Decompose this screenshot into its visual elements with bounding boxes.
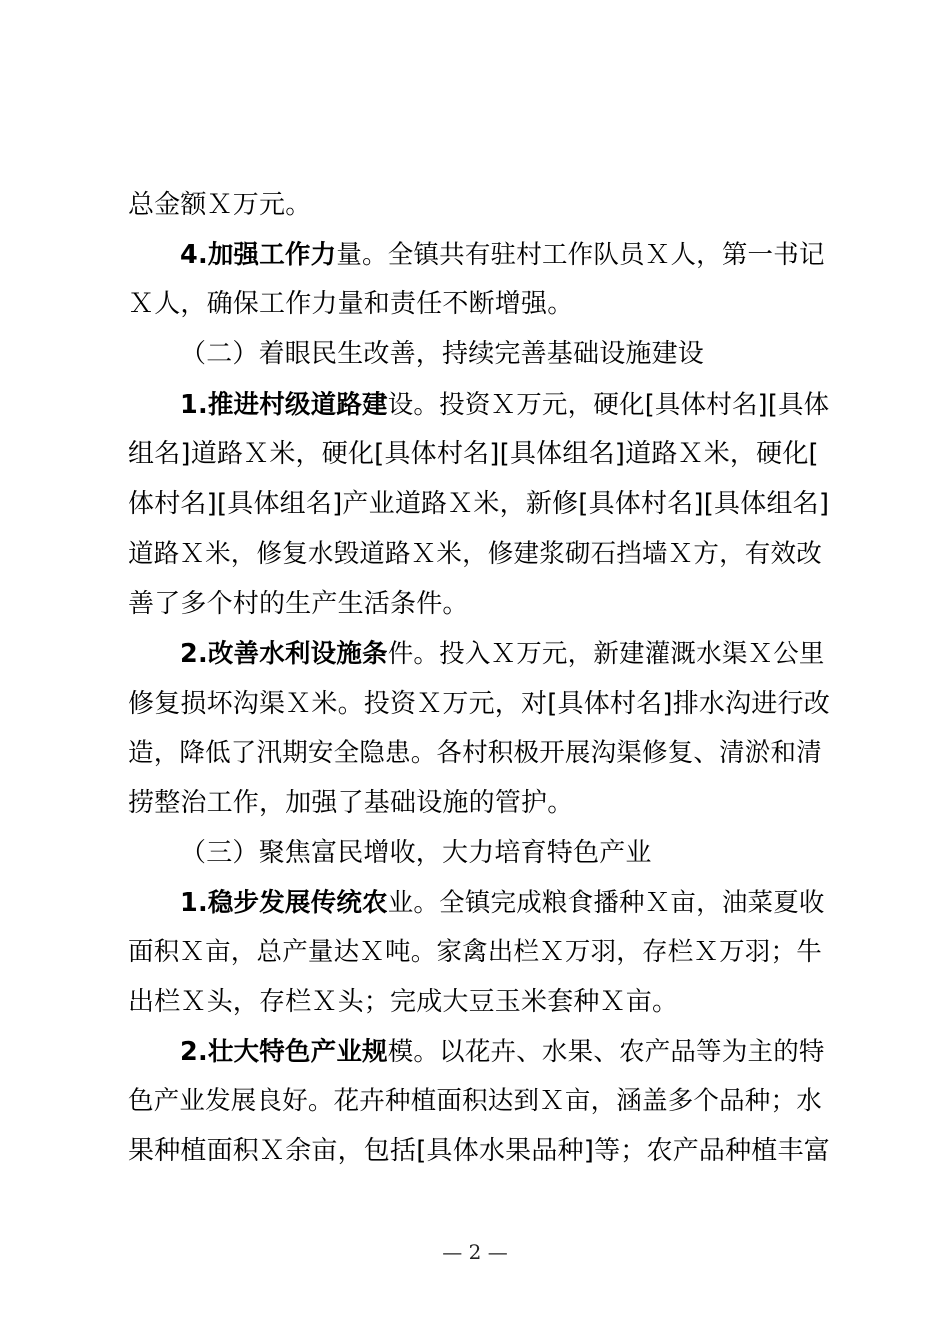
section-heading: （二）着眼民生改善，持续完善基础设施建设 — [180, 339, 705, 369]
text-line: 体村名][具体组名]产业道路Ｘ米，新修[具体村名][具体组名] — [128, 489, 830, 519]
text-line: 造，降低了汛期安全隐患。各村积极开展沟渠修复、清淤和清 — [128, 738, 822, 768]
paragraph-heading-line: 2.壮大特色产业规模。以花卉、水果、农产品等为主的特 — [180, 1037, 825, 1067]
paragraph-heading-line: 2.改善水利设施条件。投入Ｘ万元，新建灌溉水渠Ｘ公里 — [180, 639, 825, 669]
text-line: 捞整治工作，加强了基础设施的管护。 — [128, 788, 574, 818]
bold-heading: 2.改善水利设施条 — [180, 639, 388, 669]
text-line: 出栏Ｘ头，存栏Ｘ头；完成大豆玉米套种Ｘ亩。 — [128, 987, 679, 1017]
bold-heading: 1.推进村级道路建 — [180, 390, 388, 420]
bold-heading: 1.稳步发展传统农 — [180, 888, 388, 918]
text-line: 道路Ｘ米，修复水毁道路Ｘ米，修建浆砌石挡墙Ｘ方，有效改 — [128, 539, 822, 569]
text-line: 修复损坏沟渠Ｘ米。投资Ｘ万元，对[具体村名]排水沟进行改 — [128, 689, 830, 719]
text-line: 面积Ｘ亩，总产量达Ｘ吨。家禽出栏Ｘ万羽，存栏Ｘ万羽；牛 — [128, 937, 822, 967]
paragraph-heading-line: 1.推进村级道路建设。投资Ｘ万元，硬化[具体村名][具体 — [180, 390, 830, 420]
text-line: 果种植面积Ｘ余亩，包括[具体水果品种]等；农产品种植丰富 — [128, 1136, 830, 1166]
text-line: 总金额Ｘ万元。 — [128, 190, 312, 220]
paragraph-heading-line: 1.稳步发展传统农业。全镇完成粮食播种Ｘ亩，油菜夏收 — [180, 888, 825, 918]
section-heading: （三）聚焦富民增收，大力培育特色产业 — [180, 838, 652, 868]
text-line: 色产业发展良好。花卉种植面积达到Ｘ亩，涵盖多个品种；水 — [128, 1086, 822, 1116]
text-line: 组名]道路Ｘ米，硬化[具体村名][具体组名]道路Ｘ米，硬化[ — [128, 439, 819, 469]
bold-heading: 4.加强工作力 — [180, 240, 337, 270]
bold-heading: 2.壮大特色产业规 — [180, 1037, 388, 1067]
paragraph-heading-line: 4.加强工作力量。全镇共有驻村工作队员Ｘ人，第一书记 — [180, 240, 825, 270]
text-line: 善了多个村的生产生活条件。 — [128, 589, 469, 619]
text-line: Ｘ人，确保工作力量和责任不断增强。 — [128, 289, 574, 319]
page-number: — 2 — — [442, 1240, 508, 1264]
